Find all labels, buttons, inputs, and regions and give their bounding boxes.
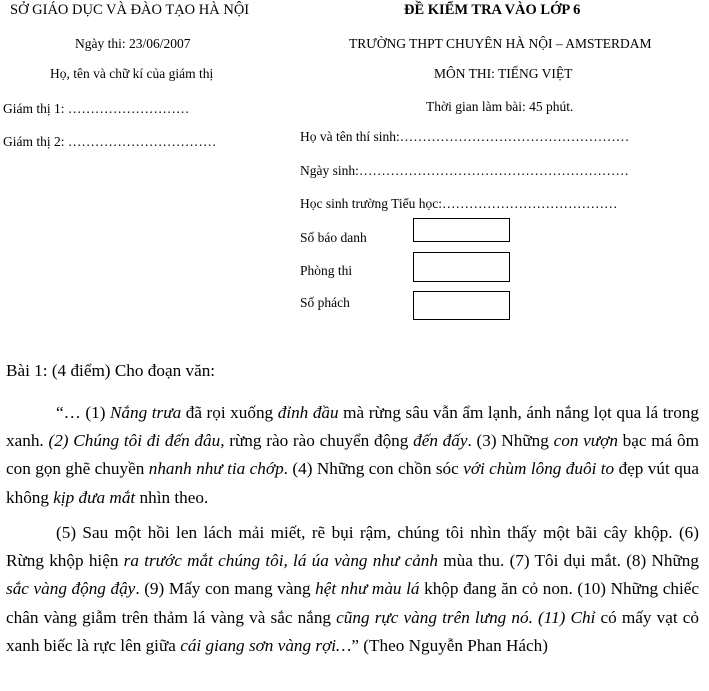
exam-title: ĐỀ KIỂM TRA VÀO LỚP 6 <box>404 2 581 18</box>
passage-text-run: nhanh như tia chớp <box>148 459 284 479</box>
duration: Thời gian làm bài: 45 phút. <box>426 99 574 114</box>
passage-text-run: con vượn <box>553 431 618 451</box>
secret-number-label: Số phách <box>300 295 350 310</box>
proctor-1-line: Giám thị 1: ……………………… <box>3 101 190 116</box>
passage-text-run: kịp đưa mắt <box>53 487 136 507</box>
exam-room-label: Phòng thi <box>300 263 353 278</box>
candidate-number-box[interactable] <box>413 218 510 242</box>
passage-text-run: “… (1) <box>56 403 110 422</box>
passage-text-run: cũng rực vàng trên lưng nó. (11) Chỉ <box>336 607 596 627</box>
passage-text-run: (5) Sau một hồi len lách mải miết, rẽ bụi rậm, chúng tôi nhìn thấy một bãi cây khộp. (6) Rừng khộp hiện <box>6 523 699 571</box>
exam-date: Ngày thi: 23/06/2007 <box>75 36 191 51</box>
primary-school-line: Học sinh trường Tiểu học:………………………………… <box>300 196 618 211</box>
exercise-1-heading: Bài 1: (4 điểm) Cho đoạn văn: <box>6 361 216 380</box>
exam-room-box[interactable] <box>413 252 510 282</box>
subject: MÔN THI: TIẾNG VIỆT <box>434 66 573 81</box>
candidate-number-label: Số báo danh <box>300 230 367 245</box>
passage-text-run: với chùm lông đuôi to <box>463 459 615 479</box>
passage-text-run: sắc vàng động đậy <box>6 579 136 599</box>
passage-text-run: . (3) Những <box>467 431 554 451</box>
passage-text-run: rừng rào rào chuyển động <box>224 431 414 451</box>
passage-text-run: . (9) Mấy con mang vàng <box>135 579 316 599</box>
date-of-birth-line: Ngày sinh:…………………………………………………… <box>300 163 629 178</box>
passage-text-run: . (4) Những con chồn sóc <box>283 459 464 479</box>
passage-text-run: bạc má ôm con gọn ghẽ chuyền <box>6 431 699 479</box>
passage-text-run: có mấy vạt cỏ xanh biếc là rực lên giữa <box>6 607 700 655</box>
passage-text-run: ra trước mắt chúng tôi, lá úa vàng như cảnh <box>123 551 438 571</box>
passage-text-run: mà rừng sâu vẫn ẩm lạnh, ánh nắng lọt qua lá trong xanh. <box>6 403 699 451</box>
school-name: TRƯỜNG THPT CHUYÊN HÀ NỘI – AMSTERDAM <box>349 36 652 51</box>
department-name: SỞ GIÁO DỤC VÀ ĐÀO TẠO HÀ NỘI <box>10 2 250 18</box>
passage-text-run: Nắng trưa <box>109 403 182 422</box>
passage-text-run: đỉnh đầu <box>277 403 339 422</box>
passage-text-run: hệt như màu lá <box>315 579 420 599</box>
proctor-heading: Họ, tên và chữ kí của giám thị <box>50 66 214 81</box>
secret-number-box[interactable] <box>413 291 510 320</box>
passage-text-run: đẹp vút qua không <box>6 459 700 507</box>
proctor-2-line: Giám thị 2: …………………………… <box>3 134 217 149</box>
passage-text-run: mùa thu. (7) Tôi dụi mắt. (8) Những <box>437 551 699 571</box>
passage-text-run: khộp đang ăn cỏ non. (10) Những chiếc chân vàng giẫm trên thảm lá vàng và sắc nắng <box>6 579 699 627</box>
passage-text-run: ” (Theo Nguyễn Phan Hách) <box>351 635 548 655</box>
passage-text-run: nhìn theo. <box>135 487 209 507</box>
passage-paragraph-2 <box>6 519 699 660</box>
passage-paragraph-1 <box>6 399 699 512</box>
passage-text-run: đã rọi xuống <box>181 403 278 422</box>
student-name-line: Họ và tên thí sinh:…………………………………………… <box>300 129 630 144</box>
passage-text-run: (2) Chúng tôi đi đến đâu, <box>48 431 225 451</box>
passage-text-run: cái giang sơn vàng rợi… <box>180 635 352 655</box>
passage-text-run: đến đấy <box>413 431 468 451</box>
